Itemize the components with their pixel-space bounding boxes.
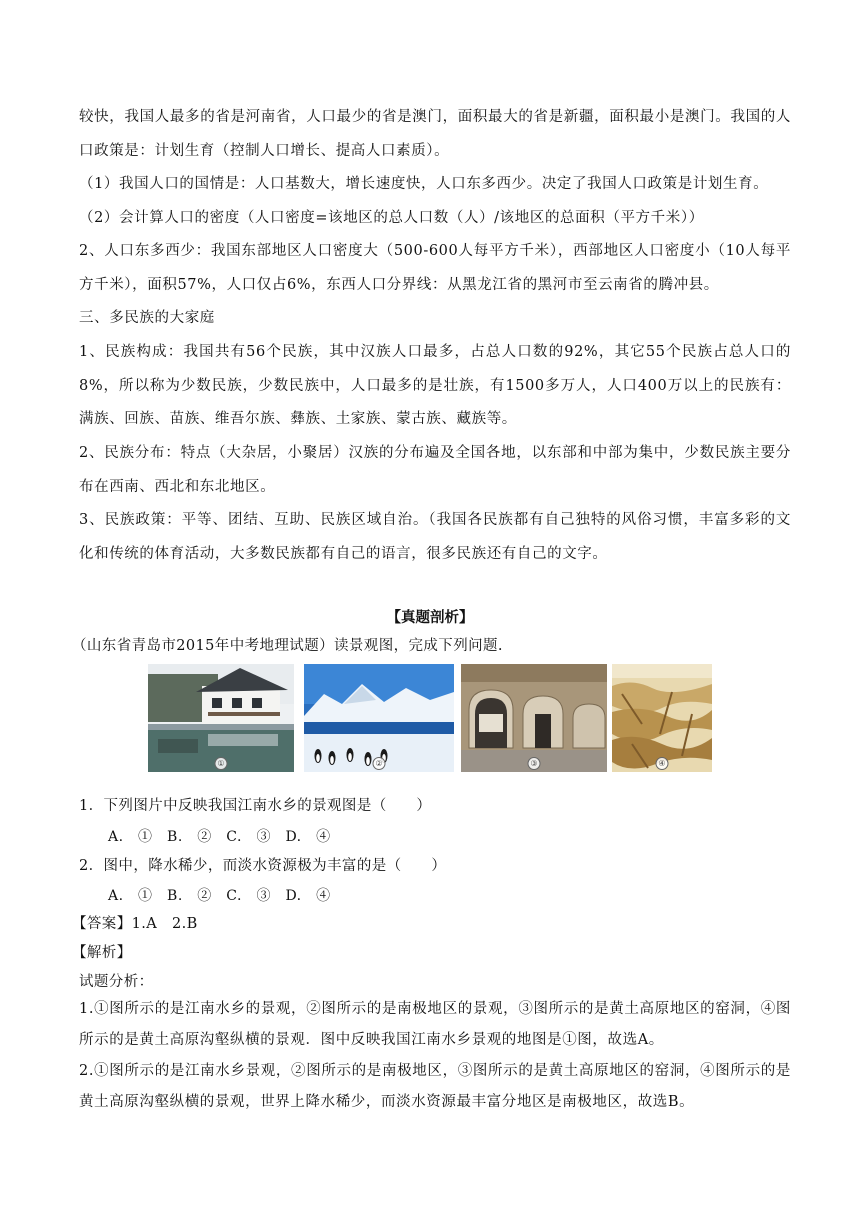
photo-label-2: ②: [373, 757, 386, 770]
paragraph-population-density: （2）会计算人口的密度（人口密度=该地区的总人口数（人）/该地区的总面积（平方千米））: [79, 210, 704, 226]
photo-label-3: ③: [528, 757, 541, 770]
cave-dwelling-icon: [461, 664, 607, 772]
section-title: 【真题剖析】: [386, 610, 474, 626]
paragraph-ethnic-policy: 3、民族政策：平等、团结、互助、民族区域自治。（我国各民族都有自己独特的风俗习惯，丰富多彩的文化和传统的体育活动，大多数民族都有自己的语言，很多民族还有自己的文字。: [79, 512, 791, 562]
answer-line: 【答案】1.A 2.B: [72, 916, 198, 932]
question-1-stem: 1．下列图片中反映我国江南水乡的景观图是（ ）: [79, 798, 432, 814]
paragraph-ethnic-composition: 1、民族构成：我国共有56个民族，其中汉族人口最多，占总人口数的92%，其它55个民族占总人口的8%，所以称为少数民族，少数民族中，人口最多的是壮族，有1500多万人，人口400万以上的民族有：满族、回族、苗族、维吾尔族、彝族、土家族、蒙古族、藏族等。: [79, 344, 791, 427]
question-2-stem: 2．图中，降水稀少，而淡水资源极为丰富的是（ ）: [79, 858, 447, 874]
paragraph-population-policy: 较快，我国人最多的省是河南省，人口最少的省是澳门，面积最大的省是新疆，面积最小是澳门。我国的人口政策是：计划生育（控制人口增长、提高人口素质）。: [79, 109, 791, 159]
photo-label-1: ①: [215, 757, 228, 770]
antarctic-penguins-icon: [304, 664, 454, 772]
photo-cave-dwelling: [461, 664, 607, 772]
paragraph-east-west-distribution: 2、人口东多西少：我国东部地区人口密度大（500-600人每平方千米），西部地区人口密度小（10人每平方千米），面积57%，人口仅占6%，东西人口分界线：从黑龙江省的黑河市至云南省的腾冲县。: [79, 243, 791, 293]
analysis-2: 2.①图所示的是江南水乡景观，②图所示的是南极地区，③图所示的是黄土高原地区的窑洞，④图所示的是黄土高原沟壑纵横的景观，世界上降水稀少，而淡水资源最丰富分地区是南极地区，故选B。: [79, 1063, 791, 1110]
photo-label-4: ④: [656, 757, 669, 770]
photo-water-town: [148, 664, 294, 772]
question-2-options: A. ① B. ② C. ③ D. ④: [108, 888, 331, 904]
loess-gullies-icon: [612, 664, 712, 772]
paragraph-population-situation: （1）我国人口的国情是：人口基数大，增长速度快，人口东多西少。决定了我国人口政策是计划生育。: [79, 176, 769, 192]
section-heading-ethnic-groups: 三、多民族的大家庭: [79, 310, 215, 326]
photo-antarctic: [304, 664, 454, 772]
analysis-intro: 试题分析：: [79, 974, 154, 990]
water-town-icon: [148, 664, 294, 772]
paragraph-ethnic-distribution: 2、民族分布：特点（大杂居，小聚居）汉族的分布遍及全国各地，以东部和中部为集中，少数民族主要分布在西南、西北和东北地区。: [79, 445, 791, 495]
analysis-label: 【解析】: [72, 945, 132, 961]
photo-loess-plateau: [612, 664, 712, 772]
analysis-1: 1.①图所示的是江南水乡的景观，②图所示的是南极地区的景观，③图所示的是黄土高原地区的窑洞，④图所示的是黄土高原沟壑纵横的景观．图中反映我国江南水乡景观的地图是①图，故选A。: [79, 1001, 791, 1048]
question-1-options: A. ① B. ② C. ③ D. ④: [108, 829, 331, 845]
question-source: （山东省青岛市2015年中考地理试题）读景观图，完成下列问题.: [72, 638, 503, 654]
